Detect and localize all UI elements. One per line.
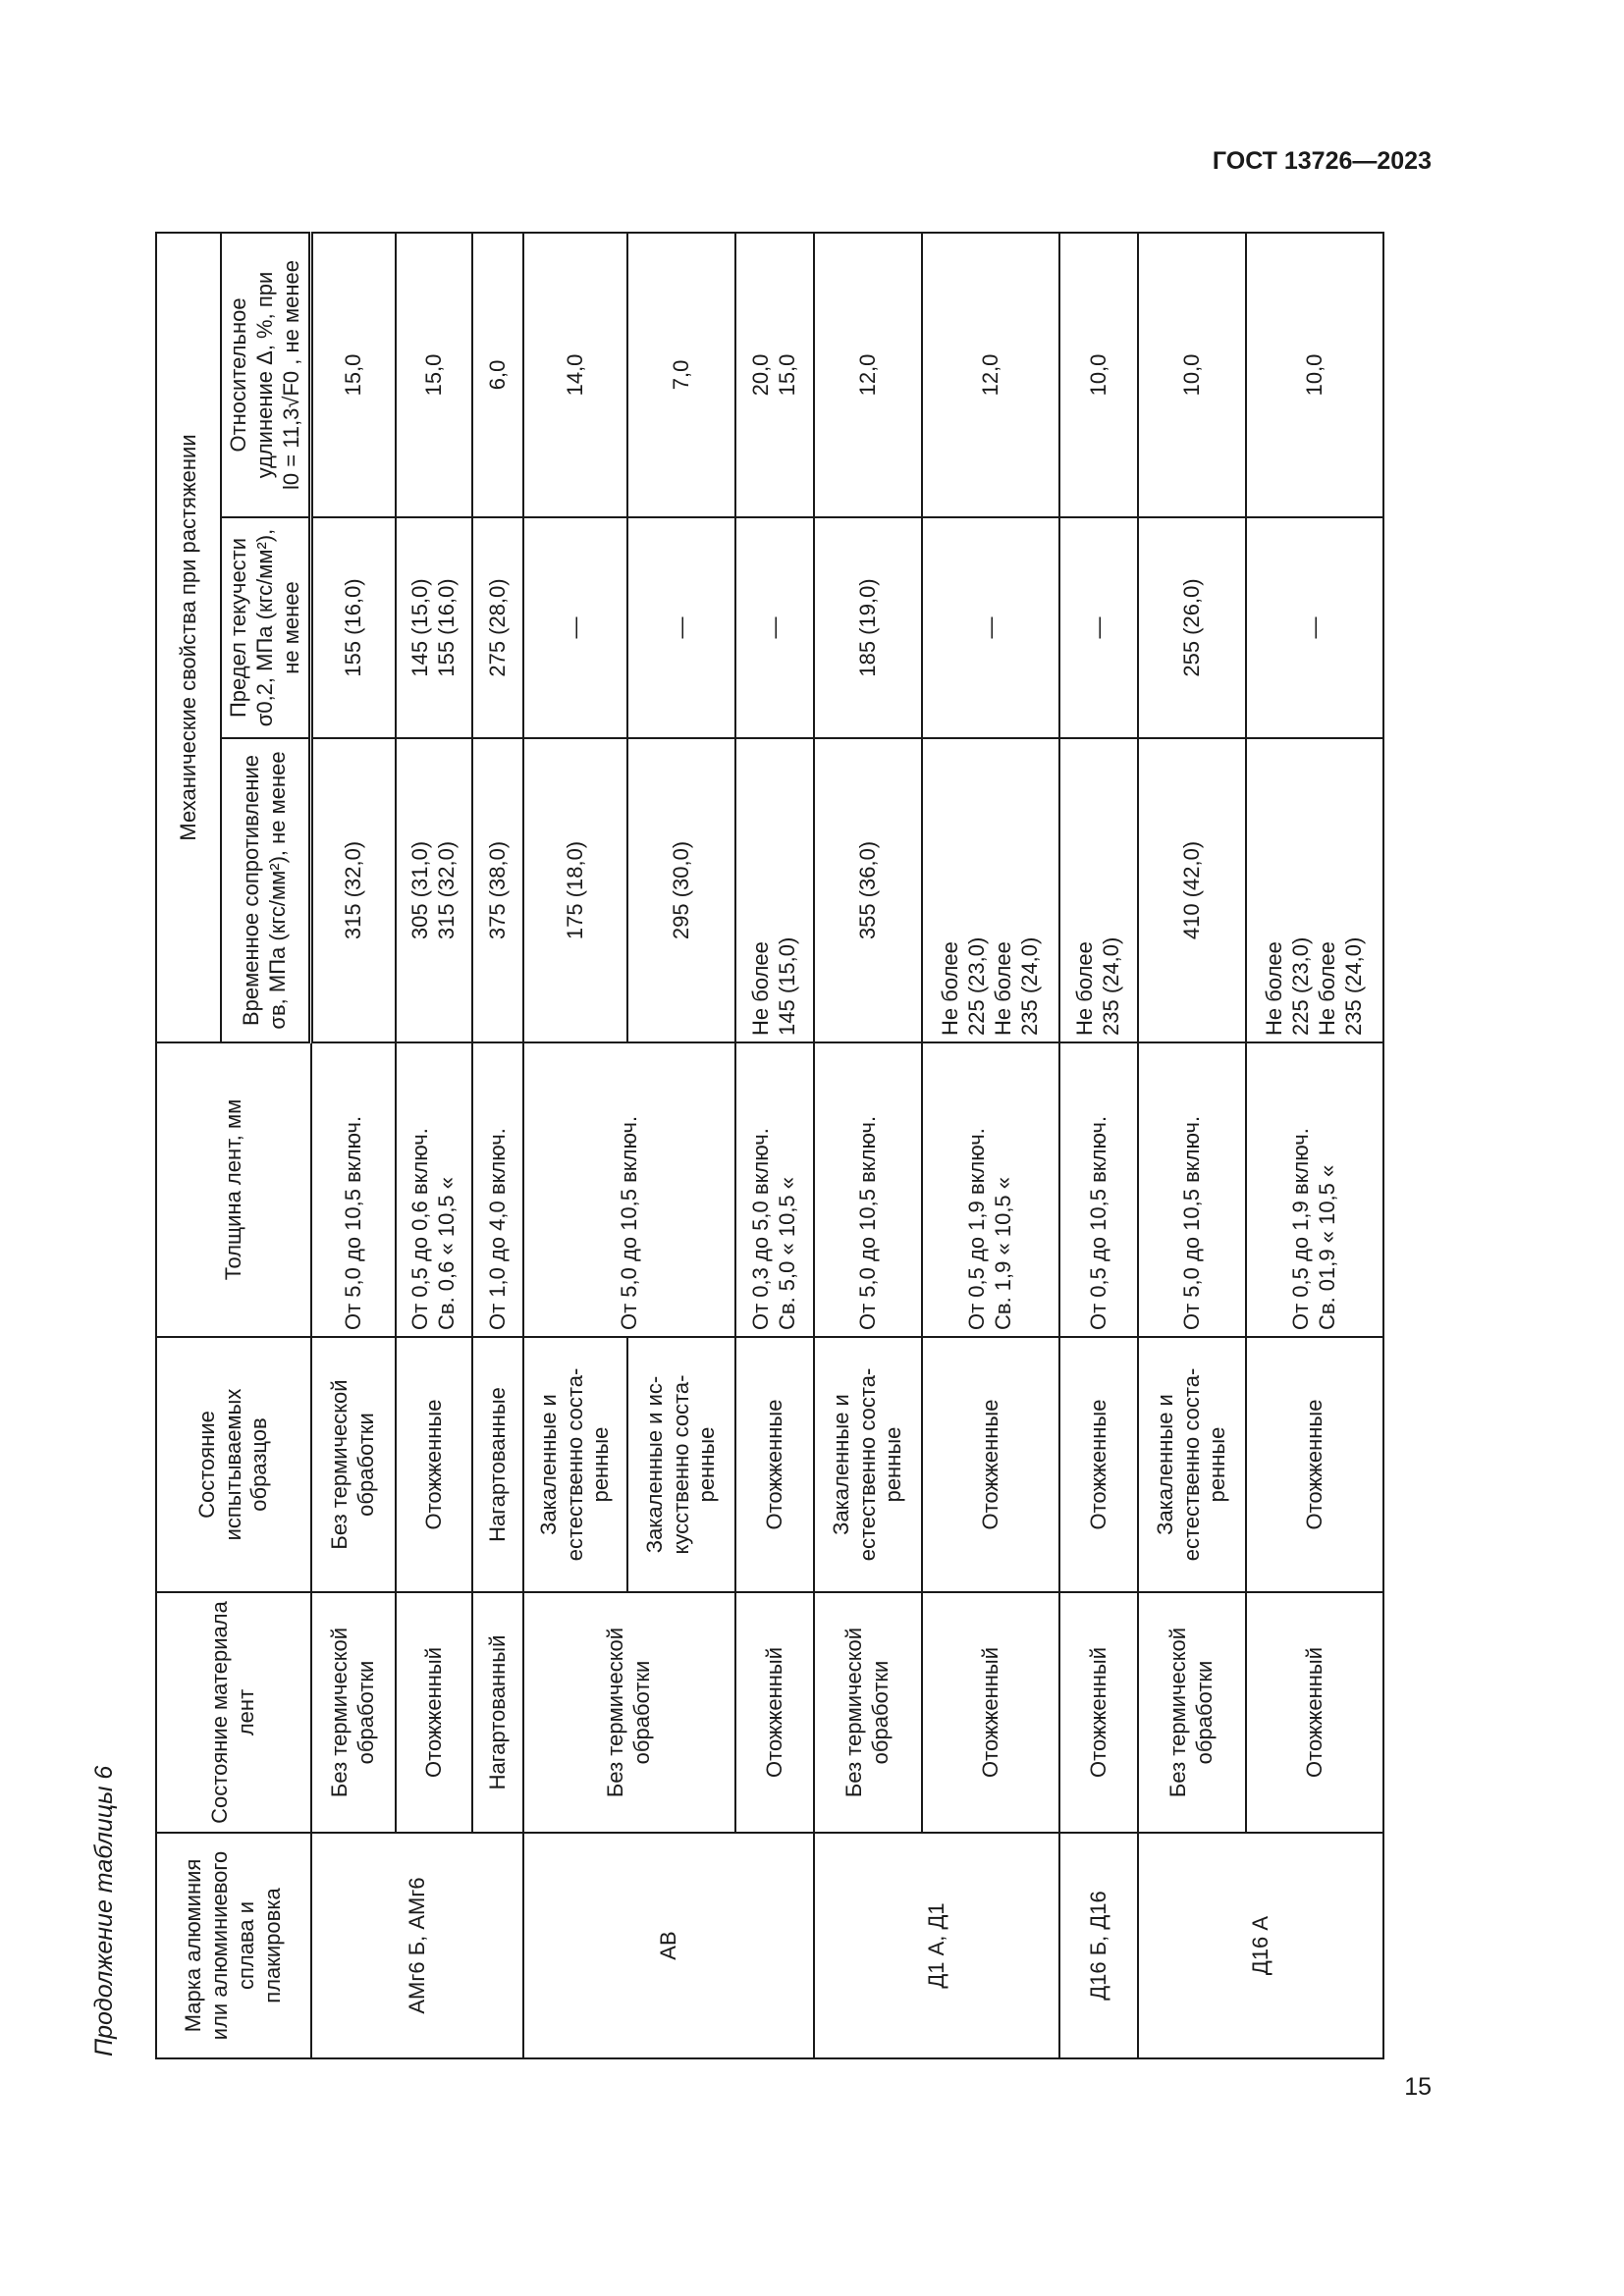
cell-thickness: От 5,0 до 10,5 включ. — [1138, 1042, 1246, 1337]
cell-yield: 155 (16,0) — [311, 517, 396, 738]
cell-thickness: От 5,0 до 10,5 включ. — [814, 1042, 922, 1337]
cell-material-state: Без термической обработки — [814, 1592, 922, 1833]
cell-thickness: От 5,0 до 10,5 включ. — [523, 1042, 735, 1337]
header-yield-strength: Предел текучести σ0,2, МПа (кгс/мм²), не менее — [221, 517, 311, 738]
cell-sample-state: Отожженные — [735, 1337, 814, 1592]
cell-elongation: 10,0 — [1138, 233, 1246, 517]
cell-yield: — — [1246, 517, 1383, 738]
cell-tensile: Не более 235 (24,0) — [1059, 738, 1138, 1042]
table-row — [735, 233, 814, 2058]
cell-yield: — — [1059, 517, 1138, 738]
cell-sample-state: Отожженные — [396, 1337, 472, 1592]
cell-thickness: От 5,0 до 10,5 включ. — [311, 1042, 396, 1337]
cell-thickness: От 0,5 до 0,6 включ. Св. 0,6 « 10,5 « — [396, 1042, 472, 1337]
table-row — [814, 233, 922, 2058]
cell-elongation: 15,0 — [311, 233, 396, 517]
cell-yield: 185 (19,0) — [814, 517, 922, 738]
cell-material-state: Отожженный — [396, 1592, 472, 1833]
document-header: ГОСТ 13726—2023 — [1212, 147, 1432, 175]
cell-sample-state: Закаленные и естественно соста- ренные — [1138, 1337, 1246, 1592]
cell-tensile: Не более 225 (23,0) Не более 235 (24,0) — [922, 738, 1059, 1042]
cell-tensile: 175 (18,0) — [523, 738, 627, 1042]
table-row — [1059, 233, 1138, 2058]
header-grade: Марка алюминия или алюминиевого сплава и плакировка — [156, 1833, 311, 2058]
header-mechanical-group: Механические свойства при растяжении — [156, 233, 221, 1042]
table-row — [523, 233, 627, 2058]
cell-material-state: Нагартованный — [472, 1592, 523, 1833]
cell-elongation: 7,0 — [627, 233, 735, 517]
cell-thickness: От 0,5 до 1,9 включ. Св. 1,9 « 10,5 « — [922, 1042, 1059, 1337]
header-material-state: Состояние материала лент — [156, 1592, 311, 1833]
cell-grade: АМг6 Б, АМг6 — [311, 1833, 523, 2058]
cell-grade: АВ — [523, 1833, 814, 2058]
cell-yield: 275 (28,0) — [472, 517, 523, 738]
header-sample-state: Состояние испытываемых образцов — [156, 1337, 311, 1592]
cell-thickness: От 0,5 до 10,5 включ. — [1059, 1042, 1138, 1337]
cell-thickness: От 0,3 до 5,0 включ. Св. 5,0 « 10,5 « — [735, 1042, 814, 1337]
cell-elongation: 14,0 — [523, 233, 627, 517]
cell-material-state: Без термической обработки — [311, 1592, 396, 1833]
cell-elongation: 6,0 — [472, 233, 523, 517]
cell-material-state: Отожженный — [1059, 1592, 1138, 1833]
mechanical-properties-table — [155, 232, 1384, 2059]
cell-sample-state: Закаленные и естественно соста- ренные — [814, 1337, 922, 1592]
cell-elongation: 12,0 — [922, 233, 1059, 517]
cell-material-state: Без термической обработки — [523, 1592, 735, 1833]
cell-material-state: Отожженный — [735, 1592, 814, 1833]
cell-elongation: 10,0 — [1246, 233, 1383, 517]
table-caption: Продолжение таблицы 6 — [90, 1765, 118, 2056]
header-thickness: Толщина лент, мм — [156, 1042, 311, 1337]
cell-thickness: От 0,5 до 1,9 включ. Св. 01,9 « 10,5 « — [1246, 1042, 1383, 1337]
cell-tensile: 355 (36,0) — [814, 738, 922, 1042]
cell-elongation: 20,0 15,0 — [735, 233, 814, 517]
cell-tensile: 295 (30,0) — [627, 738, 735, 1042]
header-elongation: Относительное удлинение Δ, %, при l0 = 11,3√F0 , не менее — [221, 233, 311, 517]
table-row — [472, 233, 523, 2058]
cell-sample-state: Нагартованные — [472, 1337, 523, 1592]
cell-sample-state: Отожженные — [1059, 1337, 1138, 1592]
cell-grade: Д16 А — [1138, 1833, 1383, 2058]
cell-tensile: 305 (31,0) 315 (32,0) — [396, 738, 472, 1042]
cell-yield: — — [523, 517, 627, 738]
cell-material-state: Отожженный — [922, 1592, 1059, 1833]
cell-elongation: 10,0 — [1059, 233, 1138, 517]
table-row — [311, 233, 396, 2058]
cell-tensile: 410 (42,0) — [1138, 738, 1246, 1042]
header-tensile-strength: Временное сопротивление σв, МПа (кгс/мм²), не менее — [221, 738, 311, 1042]
cell-grade: Д1 А, Д1 — [814, 1833, 1059, 2058]
cell-sample-state: Без термической обработки — [311, 1337, 396, 1592]
table-row — [396, 233, 472, 2058]
cell-sample-state: Отожженные — [1246, 1337, 1383, 1592]
cell-material-state: Отожженный — [1246, 1592, 1383, 1833]
cell-grade: Д16 Б, Д16 — [1059, 1833, 1138, 2058]
cell-tensile: Не более 145 (15,0) — [735, 738, 814, 1042]
cell-yield: 255 (26,0) — [1138, 517, 1246, 738]
cell-elongation: 12,0 — [814, 233, 922, 517]
cell-sample-state: Отожженные — [922, 1337, 1059, 1592]
cell-yield: — — [627, 517, 735, 738]
table-row — [922, 233, 1059, 2058]
cell-yield: 145 (15,0) 155 (16,0) — [396, 517, 472, 738]
table-row — [1138, 233, 1246, 2058]
cell-sample-state: Закаленные и ис- кусственно соста- ренные — [627, 1337, 735, 1592]
cell-elongation: 15,0 — [396, 233, 472, 517]
table-row — [1246, 233, 1383, 2058]
cell-material-state: Без термической обработки — [1138, 1592, 1246, 1833]
cell-yield: — — [735, 517, 814, 738]
cell-thickness: От 1,0 до 4,0 включ. — [472, 1042, 523, 1337]
cell-tensile: 315 (32,0) — [311, 738, 396, 1042]
page-number: 15 — [1404, 2073, 1432, 2101]
cell-yield: — — [922, 517, 1059, 738]
cell-tensile: Не более 225 (23,0) Не более 235 (24,0) — [1246, 738, 1383, 1042]
cell-sample-state: Закаленные и естественно соста- ренные — [523, 1337, 627, 1592]
cell-tensile: 375 (38,0) — [472, 738, 523, 1042]
rotated-table-container — [155, 234, 1415, 2059]
